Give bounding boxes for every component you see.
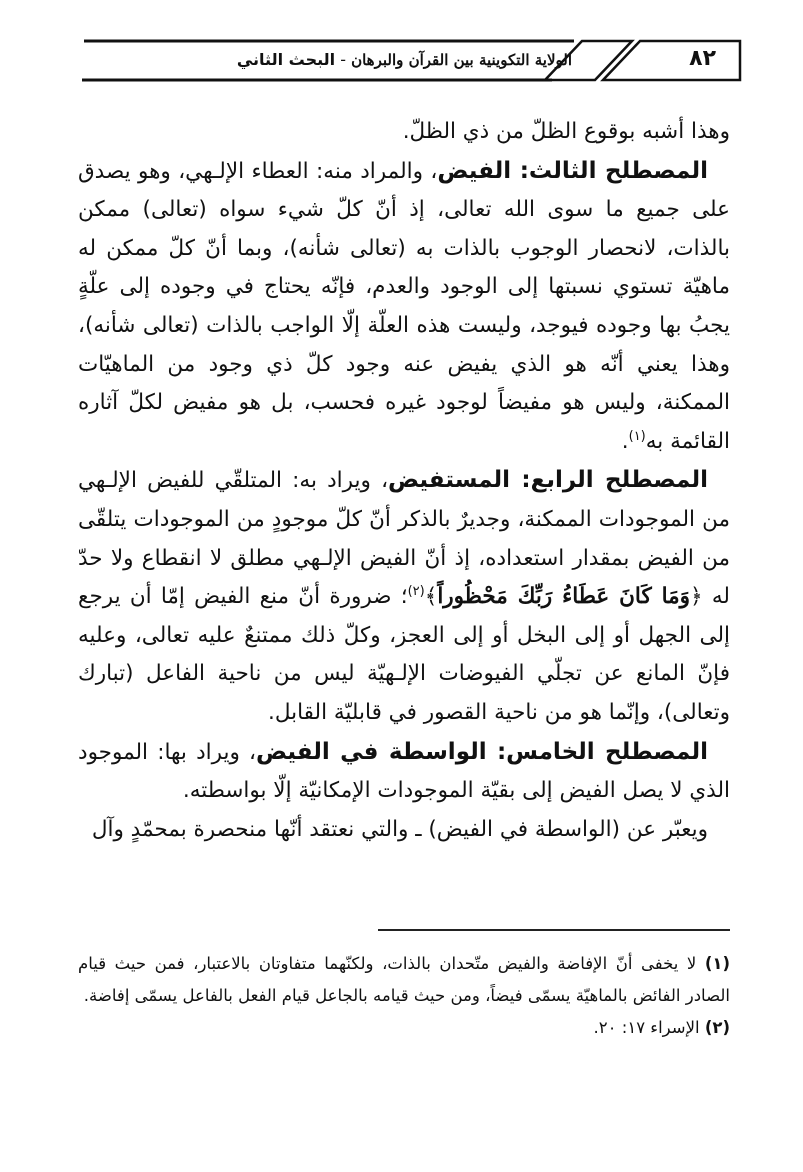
term-text-mustafid-cont: ؛ ضرورة أنّ منع الفيض إمّا أن يرجع إلى الجهل أو إلى البخل أو إلى العجز، وكلّ ذلك ممتنعٌ عليه تعالى، وعليه فإنّ المانع عن تجلّي الفيوضات الإلـهيّة ليس من ناحية الفاعل (تبارك وتعالى)، وإنّما هو من ناحية القصور في قابليّة القابل.	[78, 584, 730, 725]
verse-open-bracket-icon: ﴿	[690, 584, 703, 610]
term-text-faid: ، والمراد منه: العطاء الإلـهي، وهو يصدق على جميع ما سوى الله تعالى، إذ أنّ كلّ شيء سواه (تعالى) ممكن بالذات، لانحصار الوجوب بالذات به (تعالى شأنه)، وبما أنّ كلّ ممكن له ماهيّة تستوي نسبتها إلى الوجود والعدم، فإنّه يحتاج في وجوده إلى علّةٍ يجبُ بها وجوده فيوجد، وليست هذه العلّة إلّا الواجب بالذات (تعالى شأنه)، وهذا يعني أنّه هو الذي يفيض عنه وجود كلّ ذي وجود من الماهيّات الممكنة، وليس هو مفيضاً لوجود غيره فحسب، بل هو مفيض لكلّ آثاره القائمة به	[78, 158, 730, 454]
footnotes	[78, 948, 730, 1044]
footnote-divider	[378, 929, 730, 931]
paragraph-term-mustafid	[78, 461, 730, 732]
footnote-text: لا يخفى أنّ الإفاضة والفيض متّحدان بالذات، ولكنّهما متفاوتان بالاعتبار، فمن حيث قيام الصادر الفائض بالماهيّة يسمّى فيضاً، ومن حيث قيامه بالجاعل قيام الفعل بالفاعل يسمّى إفاضة.	[78, 954, 730, 1005]
footnote-ref-1[interactable]: (١)	[628, 428, 646, 444]
term-text-wasita: ، ويراد بها: الموجود الذي لا يصل الفيض إلى بقيّة الموجودات الإمكانيّة إلّا بواسطته.	[78, 739, 730, 804]
section-title: البحث الثاني	[236, 50, 336, 69]
running-title	[237, 50, 572, 69]
paragraph-shadow-analogy: وهذا أشبه بوقوع الظلّ من ذي الظلّ.	[402, 119, 730, 144]
term-label-wasita: المصطلح الخامس: الواسطة في الفيض	[255, 738, 708, 765]
paragraph-term-wasita	[78, 733, 730, 811]
footnote-ref-2[interactable]: (٢)	[407, 583, 425, 599]
running-header	[82, 38, 742, 82]
footnote-number: (٢)	[704, 1018, 730, 1037]
footnote-number: (١)	[704, 954, 730, 973]
quran-verse: وَمَا كَانَ عَطَاءُ رَبِّكَ مَحْظُوراً	[437, 584, 691, 610]
paragraph-wasita-expression: ويعبّر عن (الواسطة في الفيض) ـ والتي نعتقد أنّها منحصرة بمحمّدٍ وآل	[91, 816, 708, 842]
title-separator: -	[335, 50, 352, 69]
period: .	[621, 428, 629, 454]
paragraph-term-faid	[78, 152, 730, 462]
book-title: الولاية التكوينية بين القرآن والبرهان	[351, 51, 572, 69]
term-label-mustafid: المصطلح الرابع: المستفيض	[388, 467, 708, 494]
body-text	[78, 113, 730, 849]
footnote-2	[78, 1012, 730, 1044]
term-text-mustafid: ، ويراد به: المتلقّي للفيض الإلـهي من الموجودات الممكنة، وجديرٌ بالذكر أنّ كلّ موجودٍ من الموجودات يتلقّى من الفيض بمقدار استعداده، إذ أنّ الفيض الإلـهي مطلق لا انقطاع ولا حدّ له	[78, 468, 730, 610]
verse-close-bracket-icon: ﴾	[424, 584, 438, 610]
footnote-text: الإسراء ١٧: ٢٠.	[593, 1018, 700, 1037]
page-number: ٨٢	[689, 46, 716, 71]
term-label-faid: المصطلح الثالث: الفيض	[437, 157, 708, 184]
footnote-1	[78, 948, 730, 1012]
